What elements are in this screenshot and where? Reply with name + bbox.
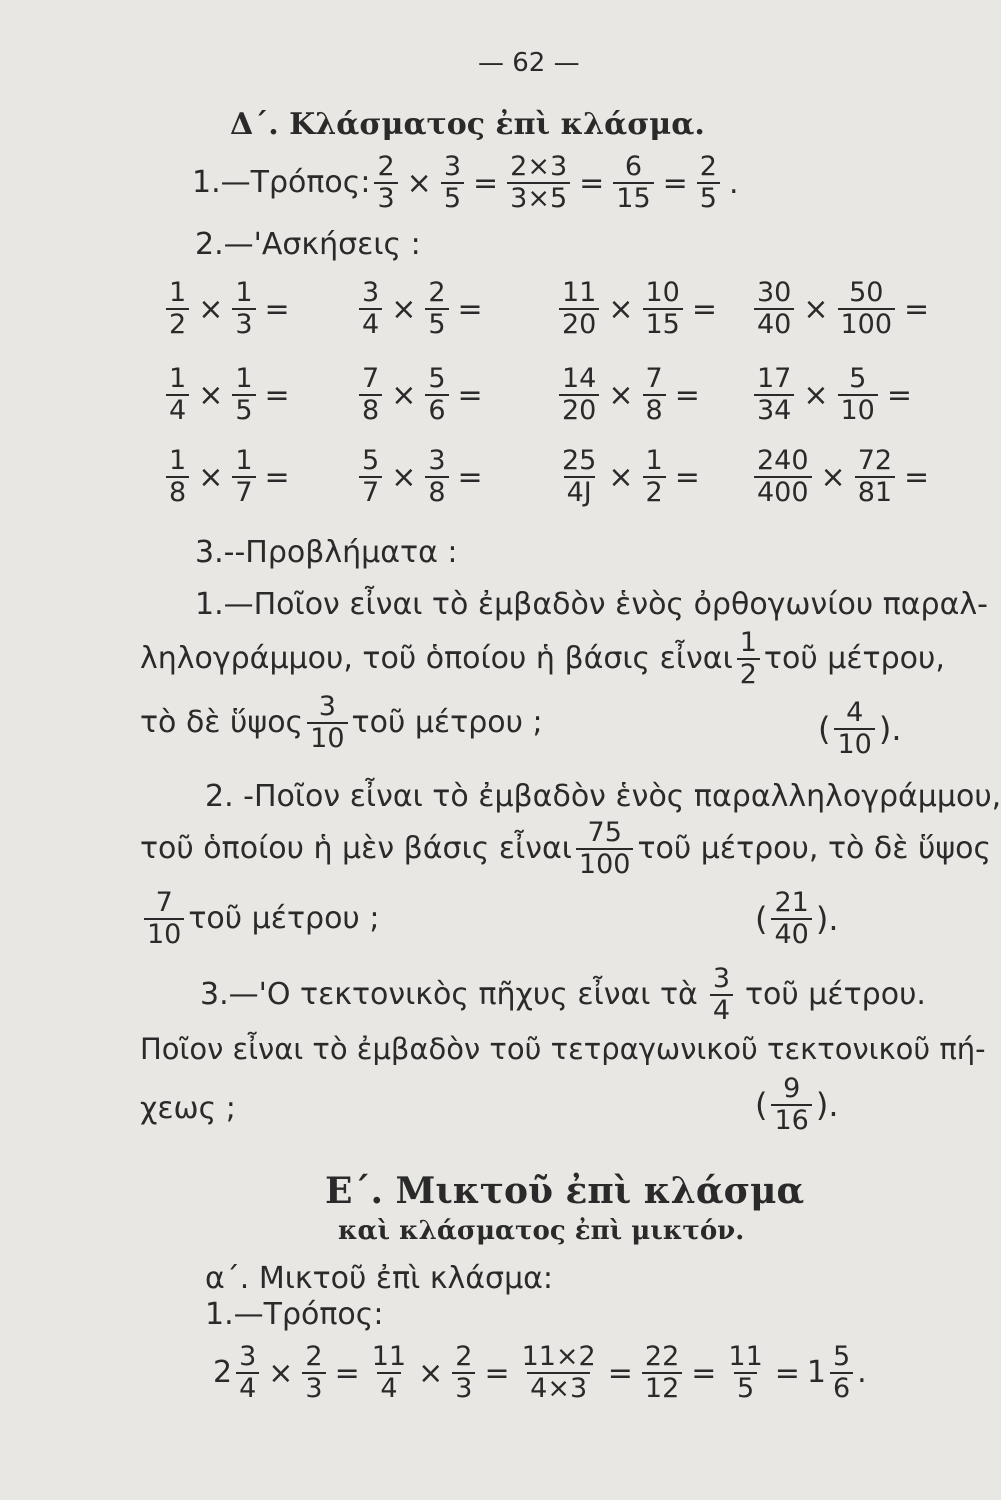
exercise-1-3 bbox=[555, 278, 722, 340]
operator: × bbox=[391, 377, 417, 413]
operator: × bbox=[391, 459, 417, 495]
problem-1-text-b: τοῦ μέτρου, bbox=[763, 641, 945, 676]
exercise-3-3 bbox=[555, 446, 705, 508]
operator: = bbox=[264, 291, 290, 327]
problem-2-line-3 bbox=[140, 888, 379, 950]
operator: = bbox=[904, 459, 930, 495]
numerator: 1 bbox=[235, 277, 253, 308]
denominator: 5 bbox=[734, 1372, 757, 1404]
fraction bbox=[374, 152, 397, 214]
mixed-whole-1: 2 bbox=[213, 1355, 233, 1390]
denominator: 81 bbox=[855, 476, 895, 508]
operator: × bbox=[608, 377, 634, 413]
numerator: 1 bbox=[645, 445, 663, 476]
numerator: 5 bbox=[362, 445, 380, 476]
fraction bbox=[838, 364, 878, 426]
denominator: 40 bbox=[754, 308, 794, 340]
numerator: 3 bbox=[362, 277, 380, 308]
fraction bbox=[559, 446, 599, 508]
denominator: 5 bbox=[441, 182, 464, 214]
numerator: 2 bbox=[699, 151, 717, 182]
expression-end: . bbox=[857, 1355, 867, 1390]
denominator: 5 bbox=[425, 308, 448, 340]
numerator: 11×2 bbox=[521, 1341, 596, 1372]
problem-1-line-1: 1.—Ποῖον εἶναι τὸ ἐμβαδὸν ἑνὸς ὀρθογωνίου παραλ- bbox=[195, 587, 988, 622]
denominator: 15 bbox=[613, 182, 653, 214]
operator: = bbox=[607, 1355, 633, 1391]
operator: × bbox=[391, 291, 417, 327]
page-number: — 62 — bbox=[478, 48, 580, 78]
numerator: 2 bbox=[305, 1341, 323, 1372]
problem-1-text-a: ληλογράμμου, τοῦ ὁποίου ἡ βάσις εἶναι bbox=[140, 641, 733, 676]
numerator: 240 bbox=[757, 445, 809, 476]
numerator: 2 bbox=[455, 1341, 473, 1372]
denominator: 6 bbox=[425, 394, 448, 426]
operator: × bbox=[418, 1355, 444, 1391]
fraction bbox=[232, 278, 255, 340]
fraction bbox=[166, 446, 189, 508]
denominator: 400 bbox=[754, 476, 812, 508]
fraction bbox=[725, 1342, 765, 1404]
numerator: 50 bbox=[849, 277, 884, 308]
fraction bbox=[643, 364, 666, 426]
problem-3-fraction: $\frac{3}{4}$ bbox=[710, 964, 733, 1026]
operator: × bbox=[803, 291, 829, 327]
operator: = bbox=[457, 291, 483, 327]
problem-2-text-c: τοῦ μέτρου ; bbox=[188, 901, 380, 936]
exercise-1-4 bbox=[750, 278, 934, 340]
denominator: 4 bbox=[236, 1372, 259, 1404]
fraction bbox=[441, 152, 464, 214]
denominator: 3 bbox=[452, 1372, 475, 1404]
fraction bbox=[369, 1342, 409, 1404]
numerator: 6 bbox=[624, 151, 643, 182]
fraction bbox=[643, 446, 666, 508]
denominator: 4 bbox=[377, 1372, 400, 1404]
denominator: 7 bbox=[359, 476, 382, 508]
problem-3-text-a: 3.—'Ο τεκτονικὸς πῆχυς εἶναι τὰ bbox=[200, 977, 698, 1012]
denominator: 34 bbox=[754, 394, 794, 426]
denominator: 10 bbox=[838, 394, 878, 426]
operator: = bbox=[334, 1355, 360, 1391]
operator: = bbox=[579, 165, 605, 201]
operator: = bbox=[264, 459, 290, 495]
denominator: 20 bbox=[559, 308, 599, 340]
operator: = bbox=[886, 377, 912, 413]
operator: × bbox=[198, 459, 224, 495]
fraction bbox=[302, 1342, 325, 1404]
denominator: 20 bbox=[559, 394, 599, 426]
numerator: 2×3 bbox=[510, 151, 568, 182]
numerator: 7 bbox=[362, 363, 380, 394]
fraction bbox=[697, 152, 720, 214]
operator: = bbox=[473, 165, 499, 201]
problem-3-text-b: τοῦ μέτρου. bbox=[745, 977, 926, 1012]
operator: × bbox=[198, 377, 224, 413]
numerator: 3 bbox=[428, 445, 446, 476]
method-expression bbox=[370, 152, 743, 214]
exercise-1-1 bbox=[162, 278, 295, 340]
denominator: 5 bbox=[697, 182, 720, 214]
problem-3-answer: ( $\frac{9}{16}$ ). bbox=[755, 1073, 839, 1136]
fraction bbox=[425, 364, 448, 426]
exercise-3-2 bbox=[355, 446, 488, 508]
denominator: 4J bbox=[564, 476, 595, 508]
numerator: 22 bbox=[644, 1341, 680, 1372]
fraction bbox=[838, 278, 896, 340]
mixed-last-fraction: $\frac{5}{6}$ bbox=[830, 1342, 853, 1404]
exercise-2-3 bbox=[555, 364, 705, 426]
numerator: 3 bbox=[239, 1341, 257, 1372]
fraction bbox=[642, 1342, 682, 1404]
denominator: 3×5 bbox=[507, 182, 570, 214]
numerator: 1 bbox=[169, 277, 187, 308]
denominator: 2 bbox=[643, 476, 666, 508]
denominator: 15 bbox=[643, 308, 683, 340]
operator: . bbox=[728, 165, 739, 201]
numerator: 11 bbox=[562, 277, 597, 308]
denominator: 8 bbox=[166, 476, 189, 508]
numerator: 11 bbox=[371, 1341, 407, 1372]
problem-1-answer: ( $\frac{4}{10}$ ). bbox=[818, 697, 902, 760]
problem-1-height-fraction: $\frac{3}{10}$ bbox=[307, 692, 347, 754]
denominator: 3 bbox=[374, 182, 397, 214]
numerator: 25 bbox=[562, 445, 597, 476]
section-d-method bbox=[192, 152, 744, 214]
section-d-title: Δ΄. Κλάσματος ἐπὶ κλάσμα. bbox=[230, 107, 705, 142]
problem-1-text-d: τοῦ μέτρου ; bbox=[351, 705, 543, 740]
operator: = bbox=[264, 377, 290, 413]
fraction bbox=[507, 152, 570, 214]
exercise-1-2 bbox=[355, 278, 488, 340]
problems-label: 3.--Προβλήματα : bbox=[195, 535, 458, 570]
fraction bbox=[232, 446, 255, 508]
fraction bbox=[754, 278, 794, 340]
denominator: 7 bbox=[232, 476, 255, 508]
denominator: 3 bbox=[302, 1372, 325, 1404]
operator: = bbox=[674, 377, 700, 413]
problem-2-answer: ( $\frac{21}{40}$ ). bbox=[755, 887, 839, 950]
denominator: 8 bbox=[425, 476, 448, 508]
operator: = bbox=[774, 1355, 800, 1391]
section-e-expression bbox=[232, 1342, 805, 1404]
problem-2-height-fraction: $\frac{7}{10}$ bbox=[144, 888, 184, 950]
denominator: 3 bbox=[232, 308, 255, 340]
numerator: 5 bbox=[428, 363, 446, 394]
operator: = bbox=[484, 1355, 510, 1391]
problem-2-line-2 bbox=[140, 818, 991, 880]
fraction bbox=[359, 278, 382, 340]
fraction bbox=[425, 278, 448, 340]
denominator: 4 bbox=[166, 394, 189, 426]
fraction bbox=[359, 364, 382, 426]
exercises-label: 2.—'Ασκήσεις : bbox=[195, 227, 421, 262]
fraction bbox=[643, 278, 683, 340]
operator: = bbox=[457, 459, 483, 495]
denominator: 100 bbox=[838, 308, 896, 340]
section-e-subtitle: καὶ κλάσματος ἐπὶ μικτόν. bbox=[338, 1216, 745, 1246]
numerator: 7 bbox=[645, 363, 663, 394]
operator: × bbox=[803, 377, 829, 413]
numerator: 17 bbox=[757, 363, 792, 394]
fraction bbox=[425, 446, 448, 508]
fraction bbox=[754, 446, 812, 508]
operator: × bbox=[406, 165, 432, 201]
fraction bbox=[613, 152, 653, 214]
numerator: 3 bbox=[443, 151, 461, 182]
exercise-2-2 bbox=[355, 364, 488, 426]
problem-1-line-3 bbox=[140, 692, 543, 754]
fraction bbox=[452, 1342, 475, 1404]
problem-3-line-2: Ποῖον εἶναι τὸ ἐμβαδὸν τοῦ τετραγωνικοῦ τεκτονικοῦ πή- bbox=[140, 1032, 986, 1066]
fraction bbox=[166, 364, 189, 426]
section-e-sub-a: α΄. Μικτοῦ ἐπὶ κλάσμα: bbox=[205, 1261, 554, 1296]
operator: = bbox=[674, 459, 700, 495]
problem-3-line-1 bbox=[200, 964, 926, 1026]
numerator: 5 bbox=[849, 363, 867, 394]
fraction bbox=[359, 446, 382, 508]
exercise-2-1 bbox=[162, 364, 295, 426]
numerator: 11 bbox=[728, 1341, 763, 1372]
denominator: 4 bbox=[359, 308, 382, 340]
denominator: 8 bbox=[359, 394, 382, 426]
problem-1-line-2 bbox=[140, 628, 945, 690]
operator: = bbox=[904, 291, 930, 327]
numerator: 30 bbox=[757, 277, 792, 308]
fraction bbox=[559, 278, 599, 340]
fraction bbox=[559, 364, 599, 426]
problem-1-base-fraction: $\frac{1}{2}$ bbox=[737, 628, 760, 690]
operator: × bbox=[198, 291, 224, 327]
exercise-2-4 bbox=[750, 364, 917, 426]
section-e-method-label: 1.—Τρόπος: bbox=[205, 1297, 384, 1332]
fraction bbox=[519, 1342, 599, 1404]
problem-2-line-1: 2. -Ποῖον εἶναι τὸ ἐμβαδὸν ἑνὸς παραλληλογράμμου, bbox=[205, 779, 1001, 814]
problem-3-line-3: χεως ; bbox=[140, 1091, 236, 1126]
fraction bbox=[855, 446, 895, 508]
problem-2-text-a: τοῦ ὁποίου ἡ μὲν βάσις εἶναι bbox=[140, 831, 572, 866]
denominator: 4×3 bbox=[527, 1372, 590, 1404]
numerator: 1 bbox=[235, 445, 253, 476]
section-e-title: Ε΄. Μικτοῦ ἐπὶ κλάσμα bbox=[325, 1170, 805, 1212]
numerator: 10 bbox=[645, 277, 680, 308]
fraction bbox=[236, 1342, 259, 1404]
numerator: 1 bbox=[169, 363, 187, 394]
numerator: 14 bbox=[562, 363, 597, 394]
problem-2-text-b: τοῦ μέτρου, τὸ δὲ ὕψος bbox=[637, 831, 992, 866]
numerator: 2 bbox=[428, 277, 446, 308]
denominator: 5 bbox=[232, 394, 255, 426]
mixed-whole-2: 1 bbox=[806, 1355, 826, 1390]
section-e-method bbox=[213, 1342, 867, 1404]
problem-2-base-fraction: $\frac{75}{100}$ bbox=[576, 818, 634, 880]
operator: = bbox=[457, 377, 483, 413]
operator: = bbox=[691, 1355, 717, 1391]
fraction bbox=[754, 364, 794, 426]
denominator: 8 bbox=[643, 394, 666, 426]
numerator: 72 bbox=[857, 445, 893, 476]
operator: × bbox=[820, 459, 846, 495]
problem-1-text-c: τὸ δὲ ὕψος bbox=[140, 705, 304, 740]
denominator: 12 bbox=[642, 1372, 682, 1404]
numerator: 2 bbox=[377, 151, 395, 182]
operator: × bbox=[608, 291, 634, 327]
numerator: 1 bbox=[169, 445, 187, 476]
operator: = bbox=[691, 291, 717, 327]
numerator: 1 bbox=[235, 363, 253, 394]
operator: × bbox=[268, 1355, 294, 1391]
fraction bbox=[166, 278, 189, 340]
exercise-3-1 bbox=[162, 446, 295, 508]
operator: = bbox=[662, 165, 688, 201]
exercise-3-4 bbox=[750, 446, 934, 508]
operator: × bbox=[608, 459, 634, 495]
denominator: 2 bbox=[166, 308, 189, 340]
fraction bbox=[232, 364, 255, 426]
method-label: 1.—Τρόπος: bbox=[192, 165, 371, 200]
